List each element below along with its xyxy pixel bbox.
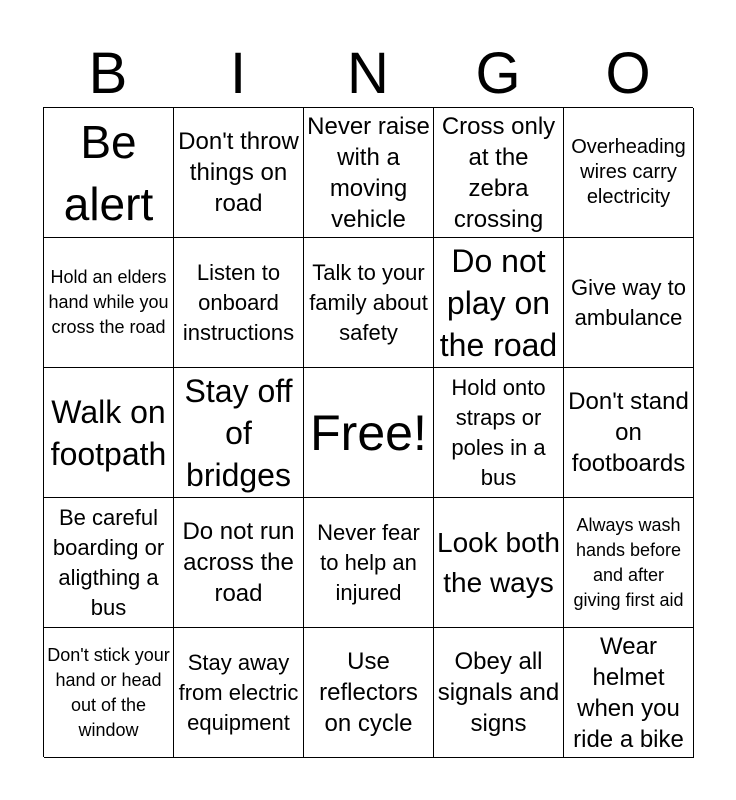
cell-text: Free! [310,404,427,461]
cell-text: Hold an elders hand while you cross the road [48,267,169,337]
bingo-cell-5-5[interactable] [564,628,694,758]
header-letter-n: N [347,41,389,106]
cell-text: Obey all signals and signs [437,648,560,737]
bingo-cell-2-2[interactable] [174,238,304,368]
bingo-cell-5-4[interactable] [434,628,564,758]
cell-text: Never raise with a moving vehicle [307,112,430,233]
bingo-cell-2-3[interactable] [304,238,434,368]
bingo-cell-1-3[interactable] [304,108,434,238]
cell-text: Talk to your family about safety [309,259,428,345]
header-letter-g: G [475,41,521,106]
cell-text: Look both the ways [437,526,560,598]
bingo-header [43,40,693,108]
bingo-cell-3-1[interactable] [44,368,174,498]
cell-text: Do not run across the road [182,518,295,607]
cell-text: Do not play on the road [439,242,558,363]
cell-text: Don't stick your hand or head out of the window [47,644,170,740]
bingo-cell-3-4[interactable] [434,368,564,498]
bingo-cell-4-2[interactable] [174,498,304,628]
bingo-cell-5-3[interactable] [304,628,434,758]
bingo-cell-5-2[interactable] [174,628,304,758]
cell-text: Give way to ambulance [571,274,686,330]
cell-text: Be alert [63,115,154,230]
cell-text: Use reflectors on cycle [319,648,418,737]
bingo-cell-3-3[interactable] [304,368,434,498]
header-letter-i: I [229,41,247,106]
bingo-cell-3-2[interactable] [174,368,304,498]
bingo-cell-4-4[interactable] [434,498,564,628]
bingo-cell-1-5[interactable] [564,108,694,238]
cell-text: Be careful boarding or aligthing a bus [52,504,165,620]
cell-text: Stay away from electric equipment [178,649,299,735]
bingo-cell-3-5[interactable] [564,368,694,498]
bingo-cell-4-5[interactable] [564,498,694,628]
cell-text: Don't stand on footboards [568,388,689,477]
cell-text: Walk on footpath [50,393,167,472]
cell-text: Always wash hands before and after giving first aid [573,514,684,610]
header-letter-b: B [88,41,128,106]
bingo-board [43,107,693,757]
bingo-cell-2-1[interactable] [44,238,174,368]
cell-text: Don't throw things on road [178,128,299,217]
bingo-cell-5-1[interactable] [44,628,174,758]
cell-text: Cross only at the zebra crossing [441,112,556,233]
cell-text: Overheading wires carry electricity [571,136,686,208]
bingo-cell-1-4[interactable] [434,108,564,238]
bingo-cell-4-3[interactable] [304,498,434,628]
cell-text: Listen to onboard instructions [182,259,295,345]
bingo-cell-4-1[interactable] [44,498,174,628]
bingo-cell-2-5[interactable] [564,238,694,368]
bingo-cell-2-4[interactable] [434,238,564,368]
bingo-cell-1-1[interactable] [44,108,174,238]
header-letter-o: O [605,41,651,106]
bingo-cell-1-2[interactable] [174,108,304,238]
cell-text: Wear helmet when you ride a bike [573,632,684,753]
cell-text: Stay off of bridges [184,372,293,493]
cell-text: Hold onto straps or poles in a bus [451,374,546,490]
cell-text: Never fear to help an injured [317,519,420,605]
